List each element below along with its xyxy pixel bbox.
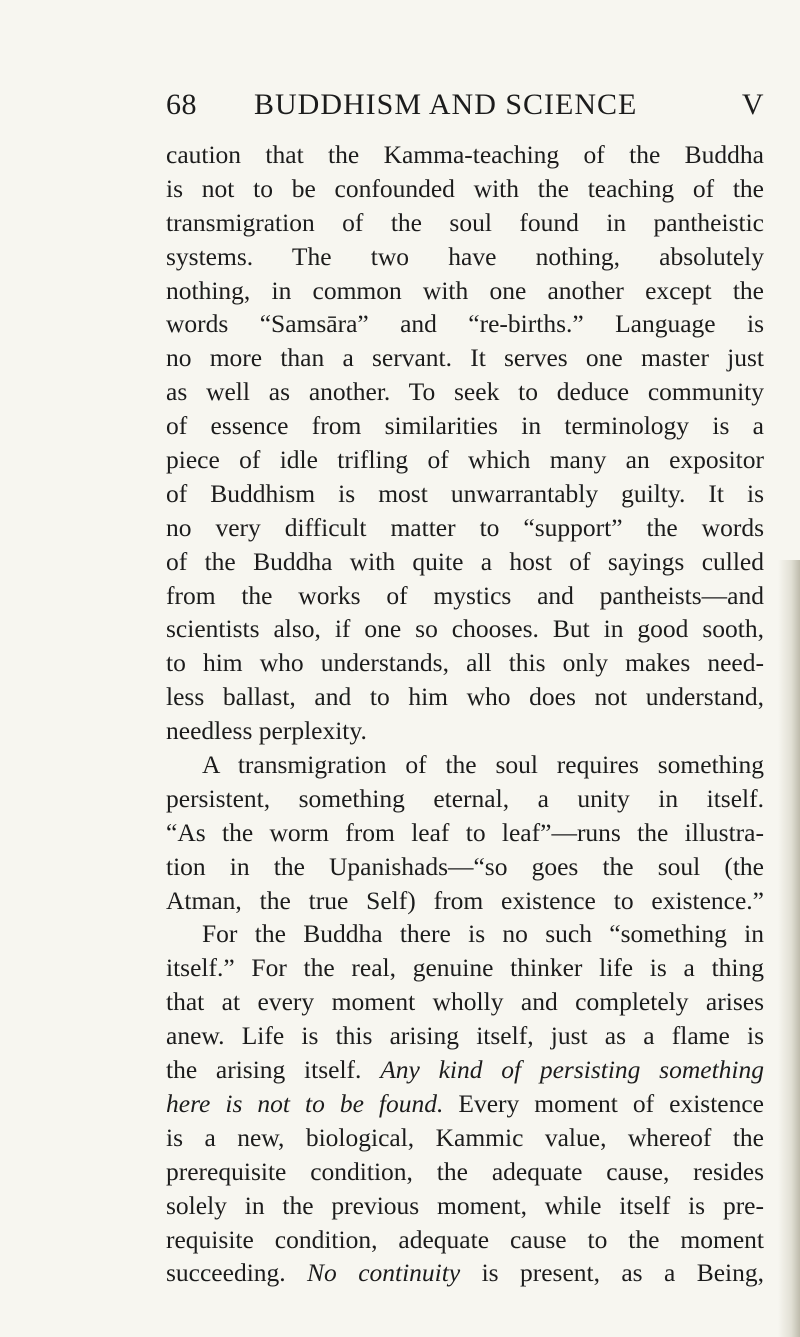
chapter-number: V	[741, 88, 764, 121]
text-line: no more than a servant. It serves one master just	[166, 343, 764, 373]
text-line: as well as another. To seek to deduce community	[166, 377, 764, 407]
text-segment: succeeding.	[166, 1258, 286, 1288]
text-line	[166, 1087, 764, 1121]
text-line: piece of idle trifling of which many an expositor	[166, 445, 764, 475]
text-line: is a new, biological, Kammic value, whereof the	[166, 1122, 764, 1152]
text-line	[166, 1256, 764, 1290]
text-line: of essence from similarities in terminology is a	[166, 411, 764, 441]
text-line: no very difficult matter to “support” the words	[166, 512, 764, 542]
text-line: transmigration of the soul found in pantheistic	[166, 207, 764, 237]
text-line: of Buddhism is most unwarrantably guilty. It is	[166, 478, 764, 508]
page-header	[166, 88, 764, 128]
text-line: For the Buddha there is no such “something in	[202, 919, 764, 949]
text-line: solely in the previous moment, while itself is pre-	[166, 1190, 764, 1220]
text-line: caution that the Kamma-teaching of the Buddha	[166, 140, 764, 169]
text-line: less ballast, and to him who does not understand,	[166, 682, 764, 712]
text-line: needless perplexity.	[166, 716, 367, 746]
text-line: of the Buddha with quite a host of sayings culled	[166, 546, 764, 576]
text-line: that at every moment wholly and completely arises	[166, 987, 764, 1017]
text-line: words “Samsāra” and “re-births.” Language is	[166, 309, 764, 339]
text-line: itself.” For the real, genuine thinker life is a thing	[166, 953, 764, 983]
italic-emphasis: Any kind of persisting something	[380, 1055, 765, 1085]
text-line: systems. The two have nothing, absolutely	[166, 241, 764, 271]
text-line: A transmigration of the soul requires something	[202, 750, 764, 780]
page-number: 68	[166, 88, 197, 121]
text-line: anew. Life is this arising itself, just as a flame is	[166, 1021, 764, 1051]
text-line: prerequisite condition, the adequate cause, resides	[166, 1156, 764, 1186]
body-text	[166, 138, 764, 1290]
text-line: “As the worm from leaf to leaf”—runs the illustra-	[166, 817, 764, 847]
text-line: scientists also, if one so chooses. But in good sooth,	[166, 614, 764, 644]
text-segment: Every moment of existence	[458, 1088, 764, 1118]
text-line: from the works of mystics and pantheists—and	[166, 580, 764, 610]
italic-emphasis: No continuity	[307, 1258, 461, 1288]
text-line: persistent, something eternal, a unity in itself.	[166, 783, 764, 813]
text-line: nothing, in common with one another except the	[166, 275, 764, 305]
text-segment: the arising itself.	[166, 1055, 362, 1085]
running-title: BUDDHISM AND SCIENCE	[254, 88, 638, 121]
text-line: tion in the Upanishads—“so goes the soul (the	[166, 851, 764, 881]
italic-emphasis: here is not to be found.	[166, 1088, 444, 1118]
text-line: to him who understands, all this only makes need-	[166, 648, 764, 678]
page-edge-shadow	[778, 560, 800, 1337]
text-line: Atman, the true Self) from existence to existence.”	[166, 885, 764, 915]
text-line: is not to be confounded with the teaching of the	[166, 173, 764, 203]
text-line	[166, 1053, 764, 1087]
text-segment: is present, as a Being,	[481, 1258, 764, 1288]
text-line: requisite condition, adequate cause to the moment	[166, 1224, 764, 1254]
